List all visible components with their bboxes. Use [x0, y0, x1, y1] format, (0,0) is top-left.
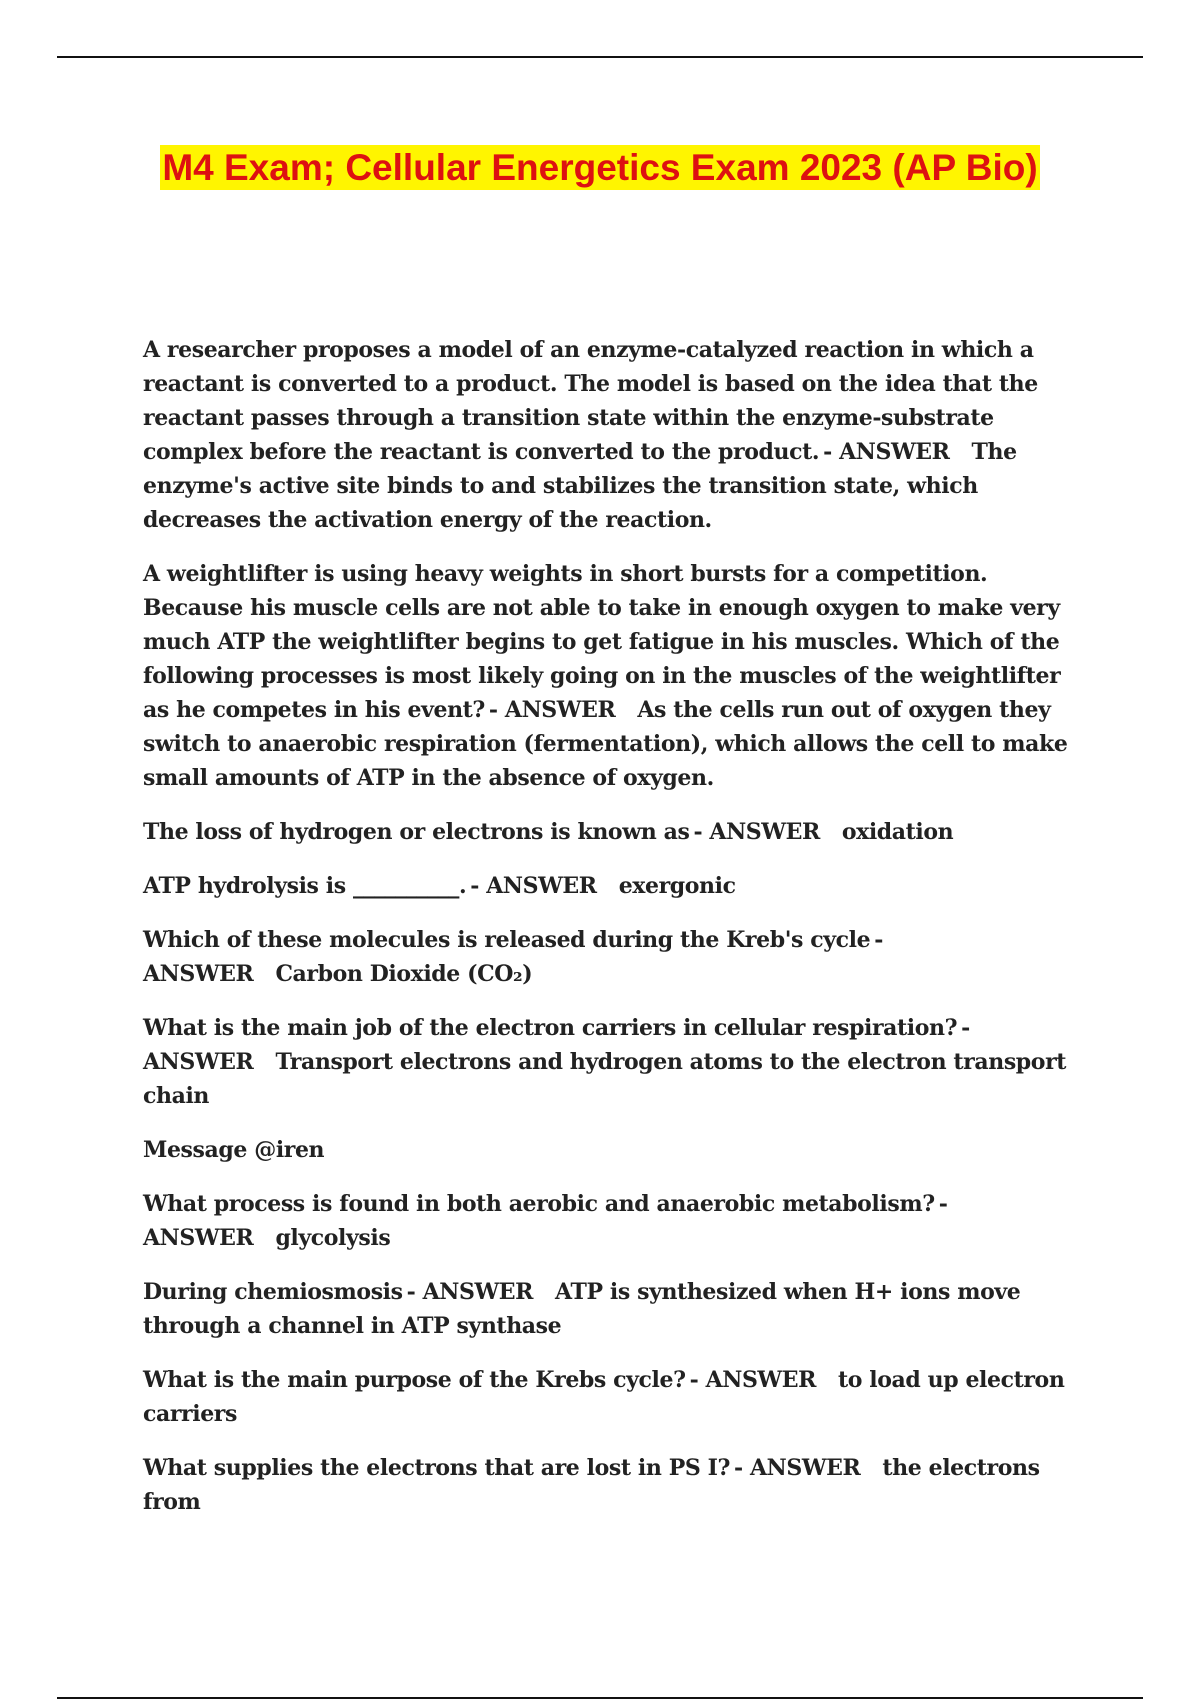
answer-marker: - ANSWER	[693, 819, 820, 845]
answer-text: the electrons from	[143, 1455, 1040, 1515]
qa-item	[143, 1275, 1093, 1343]
question-text: During chemiosmosis	[143, 1279, 403, 1305]
qa-item	[143, 1363, 1093, 1431]
qa-item	[143, 815, 1093, 849]
qa-item	[143, 333, 1093, 537]
top-rule	[57, 56, 1143, 58]
bottom-rule	[57, 1697, 1143, 1699]
answer-text: to load up electron carriers	[143, 1367, 1065, 1427]
answer-marker: - ANSWER	[143, 1191, 948, 1251]
answer-marker: - ANSWER	[488, 697, 616, 723]
answer-marker: - ANSWER	[470, 873, 597, 899]
qa-item	[143, 1133, 1093, 1167]
question-text: A weightlifter is using heavy weights in short bursts for a competition. Because his muscle cells are not able to take in enough oxygen to make very much ATP the weightlifter begins to get fatigue in his muscles. Which of the following processes is most likely going on in the muscles of the weightlifter as he competes in his event?	[143, 561, 1061, 723]
answer-marker: - ANSWER	[406, 1279, 534, 1305]
answer-marker: - ANSWER	[689, 1367, 816, 1393]
qa-item	[143, 1451, 1093, 1519]
question-text: What is the main purpose of the Krebs cycle?	[143, 1367, 686, 1393]
question-text: What supplies the electrons that are lost in PS I?	[143, 1455, 730, 1481]
answer-text: oxidation	[841, 819, 954, 845]
question-text: ATP hydrolysis is __________.	[143, 873, 467, 899]
answer-marker: - ANSWER	[143, 1015, 970, 1075]
question-text: The loss of hydrogen or electrons is known as	[143, 819, 690, 845]
qa-list	[143, 333, 1093, 1539]
answer-text: glycolysis	[275, 1225, 391, 1251]
qa-item	[143, 923, 1093, 991]
question-text: Which of these molecules is released during the Kreb's cycle	[143, 927, 871, 953]
answer-marker: - ANSWER	[823, 439, 950, 465]
document-title: M4 Exam; Cellular Energetics Exam 2023 (AP Bio)	[162, 147, 1038, 188]
answer-text: As the cells run out of oxygen they switch to anaerobic respiration (fermentation), which allows the cell to make small amounts of ATP in the absence of oxygen.	[143, 697, 1068, 791]
qa-item	[143, 557, 1093, 795]
qa-item	[143, 869, 1093, 903]
question-text: Message @iren	[143, 1137, 325, 1163]
answer-text: exergonic	[618, 873, 736, 899]
question-text: What process is found in both aerobic and anaerobic metabolism?	[143, 1191, 935, 1217]
question-text: What is the main job of the electron carriers in cellular respiration?	[143, 1015, 958, 1041]
document-title-block	[100, 138, 1100, 198]
answer-marker: - ANSWER	[733, 1455, 861, 1481]
question-text: A researcher proposes a model of an enzyme-catalyzed reaction in which a reactant is converted to a product. The model is based on the idea that the reactant passes through a transition state within the enzyme-substrate complex before the reactant is converted to the product.	[143, 337, 1038, 465]
answer-text: The enzyme's active site binds to and stabilizes the transition state, which decreases the activation energy of the reaction.	[143, 439, 1017, 533]
qa-item	[143, 1011, 1093, 1113]
answer-text: ATP is synthesized when H+ ions move through a channel in ATP synthase	[143, 1279, 1021, 1339]
answer-marker: - ANSWER	[143, 927, 883, 987]
answer-text: Transport electrons and hydrogen atoms to the electron transport chain	[143, 1049, 1067, 1109]
qa-item	[143, 1187, 1093, 1255]
answer-text: Carbon Dioxide (CO₂)	[275, 961, 533, 987]
